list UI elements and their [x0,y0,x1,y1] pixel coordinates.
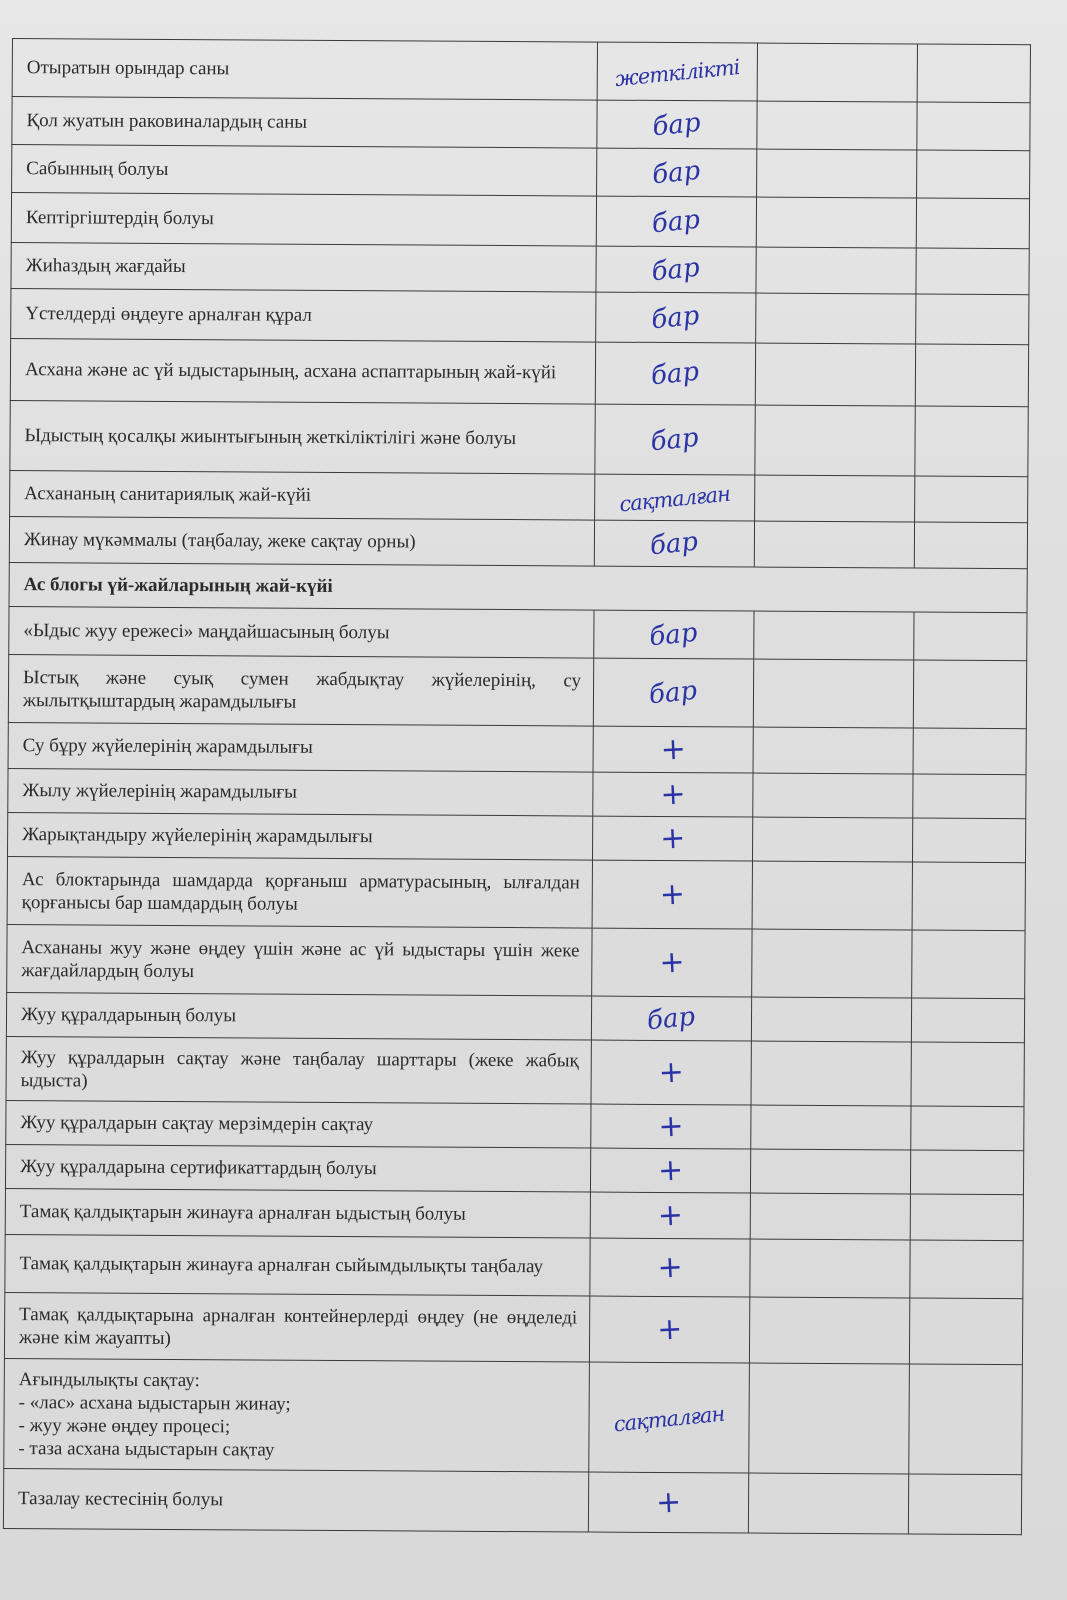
row-label: Ыдыстың қосалқы жиынтығының жеткіліктілігі және болуы [10,400,595,474]
table-row [10,400,1028,476]
row-label: Ыстық және суық сумен жабдықтау жүйелерінің, су жылытқыштардың жарамдылығы [8,654,593,726]
row-label: Тазалау кестесінің болуы [3,1468,588,1532]
handwritten-text: + [657,1054,685,1091]
empty-cell [911,998,1024,1043]
empty-cell [912,818,1025,863]
row-label: Отыратын орындар саны [12,39,597,101]
handwritten-value [596,292,756,343]
handwritten-text: бар [650,356,701,391]
table-row [8,812,1026,862]
table-row [6,1100,1024,1150]
handwritten-text: бар [646,1001,697,1036]
handwritten-text: + [657,1108,685,1145]
empty-cell [916,248,1029,295]
empty-cell [917,150,1030,199]
row-label: Жуу құралдарының болуы [6,992,591,1040]
empty-cell [752,817,912,862]
empty-cell [910,1194,1023,1241]
row-label: Тамақ қалдықтарын жинауға арналған сыйымдылықты таңбалау [5,1234,590,1296]
empty-cell [913,728,1026,775]
handwritten-plus-mark [591,1040,751,1105]
table-row [5,1234,1023,1298]
handwritten-value [593,658,753,727]
table-row [8,768,1026,818]
empty-cell [753,659,913,728]
empty-cell [757,101,917,150]
table-row [11,288,1029,344]
empty-cell [914,612,1027,661]
empty-cell [751,1041,911,1106]
row-label: «Ыдыс жуу ережесі» маңдайшасының болуы [9,606,594,658]
empty-cell [754,611,914,660]
table-row [5,1144,1023,1194]
table-row [8,722,1026,774]
row-label: Үстелдерді өңдеуге арналған құрал [11,288,596,342]
empty-cell [756,197,916,248]
empty-cell [750,1193,910,1240]
handwritten-plus-mark [590,1238,750,1297]
handwritten-text: + [658,944,686,981]
handwritten-text: бар [650,252,702,287]
handwritten-value [596,196,756,247]
empty-cell [910,1240,1023,1299]
handwritten-plus-mark [590,1148,750,1193]
handwritten-text: бар [651,107,703,142]
empty-cell [908,1474,1021,1535]
empty-cell [912,930,1025,999]
table-row [10,470,1028,522]
handwritten-value [596,246,756,293]
empty-cell [917,44,1030,103]
handwritten-value [597,100,757,149]
table-row [8,654,1026,728]
table-row [9,562,1027,612]
handwritten-plus-mark [593,772,753,817]
handwritten-value [597,148,757,197]
table-row [11,193,1029,249]
empty-cell [756,293,916,344]
row-label: Су бұру жүйелерінің жарамдылығы [8,722,593,772]
empty-cell [911,1106,1024,1151]
handwritten-value [595,342,755,405]
empty-cell [754,521,914,568]
row-label: Кептіргіштердің болуы [11,193,596,247]
handwritten-text: бар [651,204,702,239]
table-row [5,1188,1023,1240]
handwritten-text: жеткілікті [614,54,741,91]
table-row [12,145,1030,199]
handwritten-plus-mark [592,928,752,997]
table-row [12,97,1030,151]
row-label: Тамақ қалдықтарын жинауға арналған ыдыстың болуы [5,1188,590,1238]
empty-cell [915,476,1028,523]
row-label: Жиһаздың жағдайы [11,242,596,292]
empty-cell [913,774,1026,819]
empty-cell [915,344,1028,407]
row-label: Жылу жүйелерінің жарамдылығы [8,768,593,816]
handwritten-text: + [657,1152,684,1189]
empty-cell [915,406,1028,477]
handwritten-text: бар [648,675,699,710]
empty-cell [749,1297,909,1364]
handwritten-plus-mark [588,1472,748,1533]
table-row [3,1468,1021,1534]
handwritten-value [594,520,754,567]
row-label: Жуу құралдарына сертификаттардың болуы [5,1144,590,1192]
empty-cell [916,198,1029,249]
handwritten-plus-mark [593,726,753,773]
row-label: Асхана және ас үй ыдыстарының, асхана аспаптарының жай-күйі [10,338,595,404]
empty-cell [909,1364,1023,1475]
inspection-table [3,38,1031,1535]
empty-cell [917,102,1030,151]
empty-cell [753,727,913,774]
section-heading: Ас блогы үй-жайларының жай-күйі [9,562,1027,612]
empty-cell [748,1473,908,1534]
handwritten-value [595,474,755,521]
empty-cell [750,1239,910,1298]
handwritten-text: + [655,1484,682,1521]
handwritten-plus-mark [590,1192,750,1239]
empty-cell [749,1363,910,1474]
empty-cell [757,149,917,198]
table-row [9,516,1027,568]
empty-cell [755,343,915,406]
row-label: Жарықтандыру жүйелерінің жарамдылығы [8,812,593,860]
handwritten-plus-mark [589,1296,749,1363]
handwritten-plus-mark [592,860,752,929]
handwritten-text: бар [649,422,701,457]
empty-cell [913,660,1026,729]
row-label: Қол жуатын раковиналардың саны [12,97,597,149]
table-row [12,39,1030,103]
table-row [10,338,1028,406]
handwritten-text: + [656,1197,684,1234]
empty-cell [912,862,1025,931]
handwritten-text: бар [650,300,702,335]
handwritten-text: сақталған [618,481,731,516]
handwritten-text: бар [649,526,700,561]
handwritten-value [594,610,754,659]
empty-cell [751,997,911,1042]
handwritten-text: сақталған [612,1401,726,1436]
table-row [4,1358,1023,1474]
handwritten-text: + [656,1311,683,1348]
row-label: Ағындылықты сақтау: - «лас» асхана ыдыстарын жинау; - жуу және өңдеу процесі; - таза асхана ыдыстарын сақтау [4,1358,590,1472]
handwritten-text: бар [651,155,703,190]
empty-cell [909,1298,1022,1365]
row-label: Ас блоктарында шамдарда қорғаныш арматурасының, ылғалдан қорғанысы бар шамдардың болуы [7,856,592,928]
empty-cell [911,1042,1024,1107]
row-label: Сабынның болуы [12,145,597,197]
table-row [4,1292,1022,1364]
handwritten-value [597,42,757,101]
row-label: Тамақ қалдықтарына арналған контейнерлерді өңдеу (не өңделеді және кім жауапты) [4,1292,589,1362]
handwritten-text: + [659,731,687,768]
table-row [6,992,1024,1042]
table-row [7,856,1025,930]
empty-cell [757,43,917,102]
table-row [7,924,1025,998]
handwritten-text: + [656,1249,684,1286]
empty-cell [751,1105,911,1150]
handwritten-text: + [658,876,686,913]
table-row [11,242,1029,294]
handwritten-text: + [659,776,687,813]
empty-cell [910,1150,1023,1195]
table-row [6,1036,1024,1106]
row-label: Асхананың санитариялық жай-күйі [10,470,595,520]
empty-cell [752,929,912,998]
handwritten-text: + [659,820,686,857]
handwritten-plus-mark [592,816,752,861]
empty-cell [755,405,915,476]
row-label: Жуу құралдарын сақтау мерзімдерін сақтау [6,1100,591,1148]
handwritten-value [589,1362,750,1473]
empty-cell [755,475,915,522]
row-label: Жуу құралдарын сақтау және таңбалау шарттары (жеке жабық ыдыста) [6,1036,591,1104]
handwritten-value [591,996,751,1041]
handwritten-value [595,404,755,475]
empty-cell [752,861,912,930]
empty-cell [756,247,916,294]
table-row [9,606,1027,660]
row-label: Асхананы жуу және өңдеу үшін және ас үй ыдыстары үшін жеке жағдайлардың болуы [7,924,592,996]
handwritten-plus-mark [591,1104,751,1149]
empty-cell [914,522,1027,569]
row-label: Жинау мүкәммалы (таңбалау, жеке сақтау орны) [9,516,594,566]
empty-cell [753,773,913,818]
empty-cell [750,1149,910,1194]
handwritten-text: бар [648,617,700,652]
empty-cell [916,294,1029,345]
